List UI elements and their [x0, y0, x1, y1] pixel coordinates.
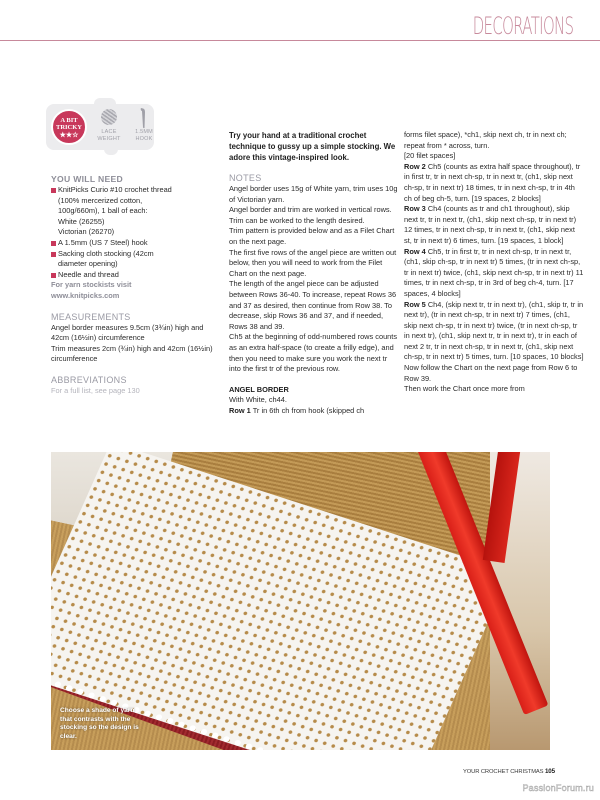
- yarn-weight-label: LACE WEIGHT: [97, 129, 121, 142]
- stocking-photo: [51, 452, 550, 750]
- intro-text: Try your hand at a traditional crochet technique to gussy up a simple stocking. We adore this vintage-inspired look.: [229, 131, 396, 162]
- materials-item: Sacking cloth stocking (42cm diameter opening): [51, 249, 221, 270]
- skill-info-panel: [46, 104, 154, 150]
- you-will-need-heading: YOU WILL NEED: [51, 174, 124, 184]
- note-paragraph: The first five rows of the angel piece are written out below, then you will need to work from the Filet Chart on the next page.: [229, 247, 397, 278]
- row-instruction: Row 1 Tr in 6th ch from hook (skipped ch: [229, 405, 365, 415]
- note-paragraph: Ch5 at the beginning of odd-numbered rows counts as an extra half-space (to create a frilly edge), and then you need to make sure you work the next tr into the first tr of the previous row.: [229, 332, 398, 374]
- note-paragraph: Trim pattern is provided below and as a Filet Chart on the next page.: [229, 226, 395, 246]
- difficulty-line1: A BIT: [60, 117, 78, 124]
- section-title: DECORATIONS: [472, 12, 573, 40]
- follow-chart-text: Now follow the Chart on the next page from Row 6 to Row 39.: [404, 363, 578, 383]
- photo-caption: Choose a shade of yarn that contrasts with the stocking so the design is clear.: [60, 707, 139, 740]
- yarn-ball-icon: [101, 109, 117, 125]
- measurements-heading: MEASUREMENTS: [51, 311, 131, 322]
- abbreviations-heading: ABBREVIATIONS: [51, 374, 127, 385]
- note-paragraph: Angel border and trim are worked in vertical rows. Trim can be worked to the length desired.: [229, 205, 392, 225]
- difficulty-badge: [51, 109, 87, 145]
- follow-chart-text: Then work the Chart once more from: [404, 384, 525, 394]
- materials-item: KnitPicks Curio #10 crochet thread (100% mercerized cotton, 100g/660m), 1 ball of each: White (26255) Victorian (26270): [51, 185, 221, 238]
- materials-column: [51, 174, 221, 397]
- difficulty-stars-icon: ★★☆: [59, 131, 79, 139]
- note-paragraph: Angel border uses 15g of White yarn, trim uses 10g of Victorian yarn.: [229, 184, 398, 204]
- page-number: 105: [544, 768, 555, 775]
- watermark: PassionForum.ru: [522, 783, 594, 793]
- magazine-title: YOUR CROCHET CHRISTMAS: [462, 769, 544, 775]
- note-paragraph: The length of the angel piece can be adjusted between Rows 36-40. To increase, repeat Rows 36 and 37 as desired, then continue from Row 38. To decrease, skip Rows 36 and 37, and if needed, Rows 38 and 39.: [229, 279, 397, 331]
- row-count: [20 filet spaces]: [404, 151, 456, 161]
- row-instruction: Row 3 Ch4 (counts as tr and ch1 throughout), skip next tr, tr in next tr, (ch1, skip next ch-sp, tr in next tr) 12 times, tr in next ch-sp, tr in next tr, (ch1, skip next st, tr in next tr) 6 times, turn. [19 spaces, 1 block]: [404, 204, 577, 245]
- notes-heading: NOTES: [229, 173, 262, 183]
- page-footer: [463, 768, 555, 775]
- row-instruction-continued: forms filet space), *ch1, skip next ch, tr in next ch; repeat from * across, turn.: [404, 130, 567, 150]
- row-instruction: Row 4 Ch5, tr in first tr, tr in next ch-sp, tr in next tr, (ch1, skip ch-sp, tr in next tr) 5 times, (tr in next ch-sp, tr in next tr) twice, (ch1, skip next ch-sp, tr in next tr) 11 times, tr in next ch-sp, tr in 3rd of beg ch-4, turn. [17 spaces, 4 blocks]: [404, 246, 584, 298]
- header-rule: [0, 40, 600, 41]
- difficulty-line2: TRICKY: [55, 124, 82, 131]
- angel-border-heading: ANGEL BORDER: [229, 384, 289, 394]
- row-instruction: Row 2 Ch5 (counts as extra half space throughout), tr in first tr, tr in next ch-sp, tr in next tr, (ch1, skip next ch-sp, tr in next tr) 18 times, tr in next ch-sp, tr in 4th ch of beg ch-5, turn. [19 spaces, 2 blocks]: [404, 161, 581, 203]
- crochet-hook-icon: [139, 107, 147, 129]
- measurements-text: Angel border measures 9.5cm (3¾in) high and 42cm (16½in) circumference: [51, 322, 204, 343]
- angel-border-intro: With White, ch44.: [229, 395, 287, 405]
- materials-item: Needle and thread: [51, 270, 221, 281]
- measurements-text: Trim measures 2cm (¾in) high and 42cm (16½in) circumference: [51, 343, 213, 364]
- abbreviations-text: For a full list, see page 130: [51, 385, 140, 395]
- materials-item: A 1.5mm (US 7 Steel) hook: [51, 238, 221, 249]
- stockists-link[interactable]: www.knitpicks.com: [51, 290, 120, 300]
- notes-column: [229, 130, 399, 416]
- hook-size-label: 1.5MM HOOK: [135, 129, 153, 142]
- stockists-text: For yarn stockists visit: [51, 280, 132, 290]
- pattern-column: [404, 130, 584, 395]
- row-instruction: Row 5 Ch4, (skip next tr, tr in next tr), (ch1, skip tr, tr in next tr), (tr in next ch-sp, tr in next tr) 7 times, (ch1, skip next ch-sp, tr in next tr) twice, (tr in next ch-sp, tr in next tr), (ch1, skip next tr, tr in next tr), tr in each of next 2 tr, tr in next ch-sp, tr in next tr, (ch1, skip next ch-sp, tr in next tr) 5 times, turn. [10 spaces, 10 blocks]: [404, 299, 584, 362]
